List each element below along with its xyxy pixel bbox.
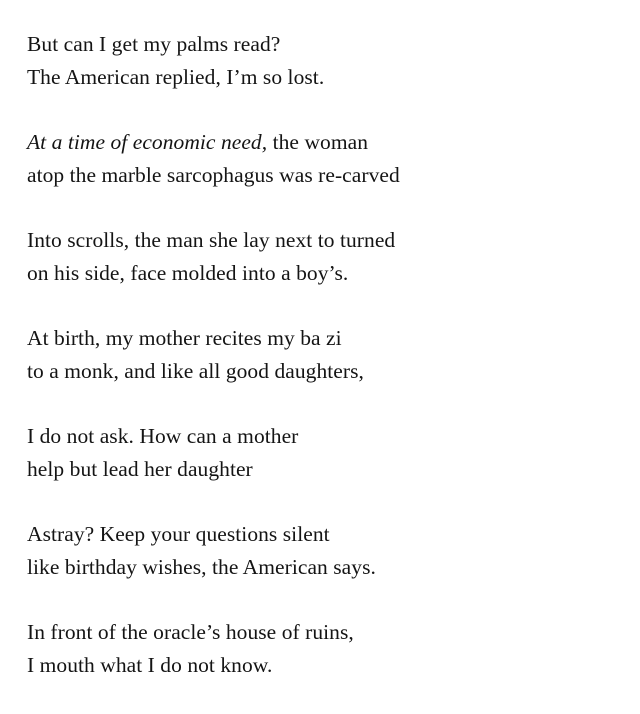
stanza-5 xyxy=(27,420,627,486)
poem-line: The American replied, I’m so lost. xyxy=(27,65,325,89)
stanza-7 xyxy=(27,616,627,682)
poem-body xyxy=(27,28,627,714)
italic-phrase: At a time of economic need, xyxy=(27,130,268,154)
stanza-3 xyxy=(27,224,627,290)
poem-line: I do not ask. How can a mother xyxy=(27,424,299,448)
stanza-4 xyxy=(27,322,627,388)
poem-line: atop the marble sarcophagus was re-carved xyxy=(27,163,400,187)
poem-line: I mouth what I do not know. xyxy=(27,653,273,677)
poem-line: But can I get my palms read? xyxy=(27,32,281,56)
poem-line: Into scrolls, the man she lay next to turned xyxy=(27,228,396,252)
poem-line: to a monk, and like all good daughters, xyxy=(27,359,364,383)
poem-line: like birthday wishes, the American says. xyxy=(27,555,376,579)
poem-line: help but lead her daughter xyxy=(27,457,253,481)
stanza-6 xyxy=(27,518,627,584)
poem-line: on his side, face molded into a boy’s. xyxy=(27,261,349,285)
poem-line: In front of the oracle’s house of ruins, xyxy=(27,620,354,644)
poem-line xyxy=(27,126,627,159)
stanza-1 xyxy=(27,28,627,94)
stanza-2 xyxy=(27,126,627,192)
poem-line: At birth, my mother recites my ba zi xyxy=(27,326,342,350)
poem-line: Astray? Keep your questions silent xyxy=(27,522,330,546)
poem-line-rest: the woman xyxy=(272,130,368,154)
